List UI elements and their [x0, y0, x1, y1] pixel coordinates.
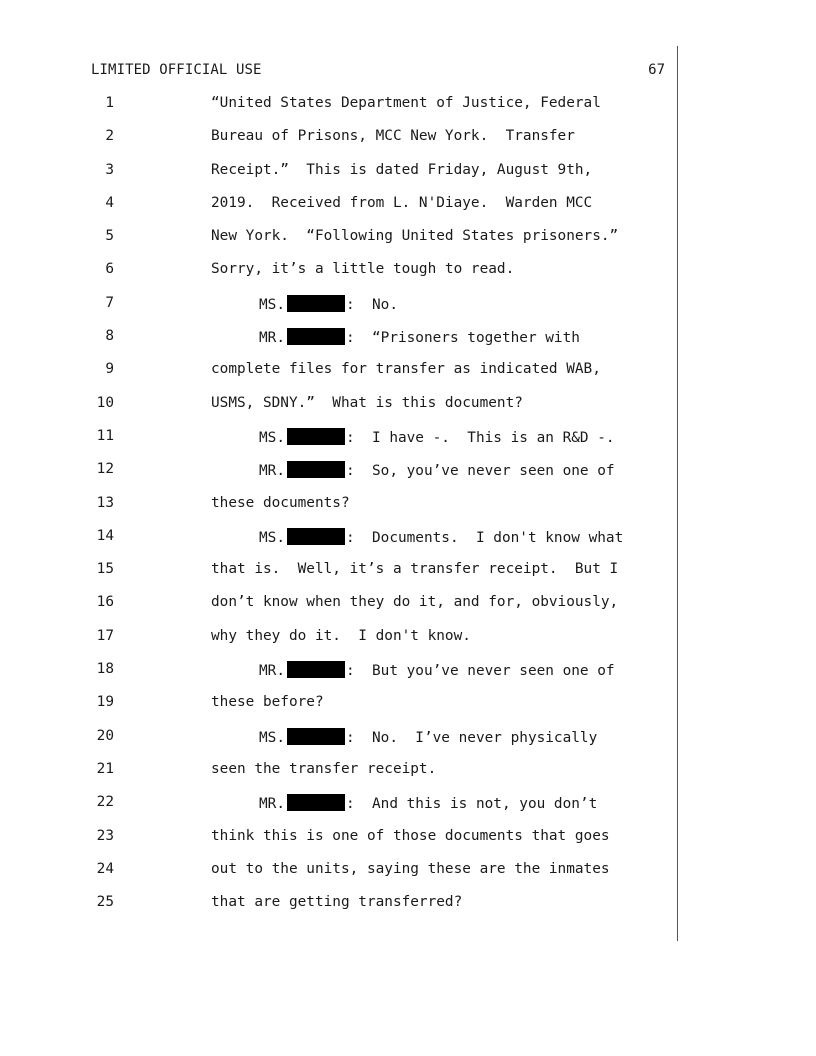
speaker-label: MS.: [259, 429, 285, 446]
line-content: seen the transfer receipt.: [211, 760, 437, 777]
line-number: 10: [96, 394, 114, 411]
line-text: [259, 461, 615, 479]
line-text: [259, 328, 580, 346]
line-number: 17: [96, 627, 114, 644]
line-number: 8: [105, 328, 114, 345]
line-text: [259, 728, 597, 746]
line-text: [211, 628, 471, 644]
speaker-label: MS.: [259, 729, 285, 746]
line-text: [259, 794, 597, 812]
line-text: [211, 228, 618, 244]
line-text: [211, 162, 592, 178]
redaction-box: [287, 661, 345, 678]
line-number: 21: [96, 760, 114, 777]
line-content: out to the units, saying these are the inmates: [211, 860, 610, 877]
line-number: 25: [96, 894, 114, 911]
line-content: : “Prisoners together with: [346, 330, 580, 347]
line-number: 6: [105, 261, 114, 278]
line-number: 1: [105, 95, 114, 111]
line-number: 19: [96, 694, 114, 711]
line-content: : Documents. I don't know what: [346, 529, 624, 546]
redaction-box: [287, 794, 345, 811]
speaker-label: MS.: [259, 529, 285, 546]
line-content: these before?: [211, 694, 324, 711]
line-text: [211, 261, 514, 277]
line-number: 4: [105, 194, 114, 211]
line-content: these documents?: [211, 494, 350, 511]
line-text: [211, 495, 350, 511]
line-content: Receipt.” This is dated Friday, August 9th,: [211, 161, 593, 178]
line-content: that are getting transferred?: [211, 894, 463, 911]
redaction-box: [287, 528, 345, 545]
transcript-line: [0, 858, 816, 891]
transcript-line: [0, 825, 816, 858]
transcript-line: [0, 425, 816, 458]
transcript-line: [0, 125, 816, 158]
line-content: why they do it. I don't know.: [211, 627, 471, 644]
transcript-line: [0, 558, 816, 591]
line-content: : No. I’ve never physically: [346, 729, 598, 746]
transcript-line: [0, 458, 816, 491]
line-text: [259, 295, 398, 313]
line-number: 12: [96, 461, 114, 478]
classification-header: LIMITED OFFICIAL USE: [91, 62, 262, 78]
speaker-label: MS.: [259, 296, 285, 313]
page-number: 67: [648, 62, 665, 78]
transcript-line: [0, 658, 816, 691]
transcript-line: [0, 292, 816, 325]
transcript-line: [0, 791, 816, 824]
line-text: [211, 361, 601, 377]
line-number: 24: [96, 860, 114, 877]
transcript-line: [0, 591, 816, 624]
transcript-line: [0, 891, 816, 924]
transcript-line: [0, 492, 816, 525]
line-number: 15: [96, 561, 114, 578]
line-content: think this is one of those documents that goes: [211, 827, 610, 844]
line-text: [259, 428, 615, 446]
transcript-line: [0, 159, 816, 192]
line-content: : But you’ve never seen one of: [346, 663, 615, 680]
line-content: : And this is not, you don’t: [346, 796, 598, 813]
line-number: 9: [105, 361, 114, 378]
line-text: [211, 95, 601, 111]
line-text: [211, 828, 610, 844]
line-number: 23: [96, 827, 114, 844]
transcript-line: [0, 258, 816, 291]
line-number: 7: [105, 294, 114, 311]
line-number: 20: [96, 727, 114, 744]
line-content: Sorry, it’s a little tough to read.: [211, 261, 515, 278]
line-content: : I have -. This is an R&D -.: [346, 429, 615, 446]
line-content: New York. “Following United States prisoners.”: [211, 228, 619, 245]
transcript-line: [0, 325, 816, 358]
line-content: that is. Well, it’s a transfer receipt. But I: [211, 561, 619, 578]
transcript-lines: [0, 92, 816, 924]
line-text: [211, 395, 523, 411]
line-text: [211, 561, 618, 577]
transcript-line: [0, 525, 816, 558]
line-text: [259, 528, 623, 546]
redaction-box: [287, 461, 345, 478]
redaction-box: [287, 728, 345, 745]
transcript-line: [0, 192, 816, 225]
line-content: : So, you’ve never seen one of: [346, 463, 615, 480]
transcript-line: [0, 725, 816, 758]
transcript-line: [0, 392, 816, 425]
line-content: USMS, SDNY.” What is this document?: [211, 394, 523, 411]
line-text: [211, 594, 618, 610]
line-content: don’t know when they do it, and for, obviously,: [211, 594, 619, 611]
line-content: Bureau of Prisons, MCC New York. Transfer: [211, 128, 575, 145]
line-content: 2019. Received from L. N'Diaye. Warden MCC: [211, 194, 593, 211]
speaker-label: MR.: [259, 796, 285, 813]
line-number: 3: [105, 161, 114, 178]
line-number: 22: [96, 794, 114, 811]
line-text: [211, 694, 324, 710]
line-number: 11: [96, 427, 114, 444]
line-number: 5: [105, 228, 114, 245]
transcript-line: [0, 225, 816, 258]
transcript-line: [0, 758, 816, 791]
line-number: 2: [105, 128, 114, 145]
redaction-box: [287, 295, 345, 312]
line-number: 18: [96, 661, 114, 678]
transcript-line: [0, 92, 816, 125]
redaction-box: [287, 428, 345, 445]
line-content: “United States Department of Justice, Federal: [211, 95, 601, 111]
line-content: : No.: [346, 296, 398, 313]
line-text: [259, 661, 615, 679]
transcript-line: [0, 691, 816, 724]
line-content: complete files for transfer as indicated WAB,: [211, 361, 601, 378]
line-number: 16: [96, 594, 114, 611]
line-number: 14: [96, 527, 114, 544]
line-number: 13: [96, 494, 114, 511]
line-text: [211, 861, 610, 877]
redaction-box: [287, 328, 345, 345]
line-text: [211, 128, 575, 144]
transcript-line: [0, 358, 816, 391]
speaker-label: MR.: [259, 330, 285, 347]
speaker-label: MR.: [259, 663, 285, 680]
line-text: [211, 195, 592, 211]
transcript-line: [0, 625, 816, 658]
line-text: [211, 894, 462, 910]
speaker-label: MR.: [259, 463, 285, 480]
line-text: [211, 761, 436, 777]
